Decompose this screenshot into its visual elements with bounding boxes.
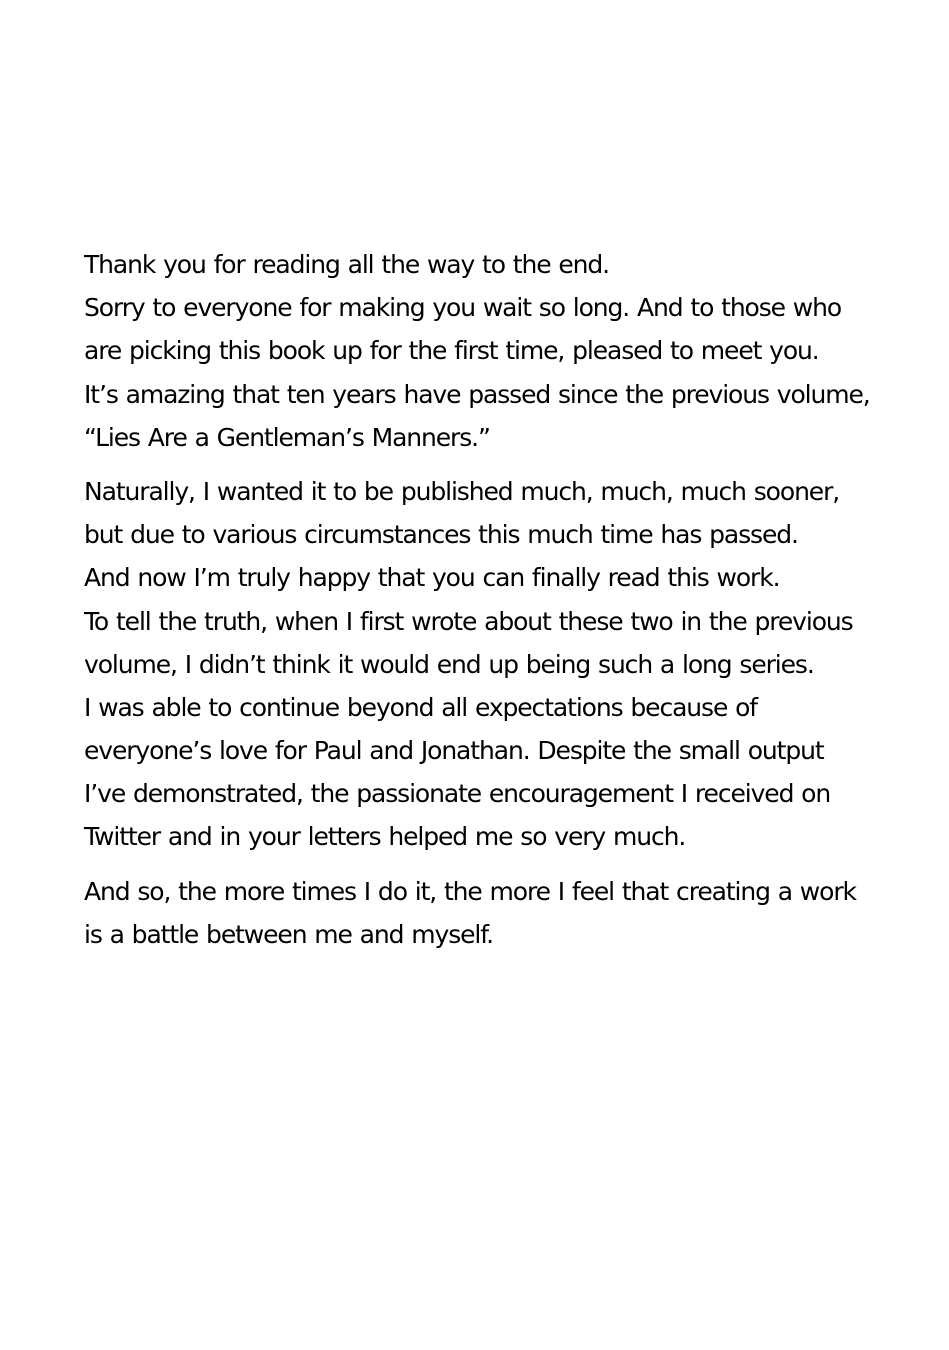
paragraph-2 <box>84 470 884 859</box>
text-line: volume, I didn’t think it would end up being such a long series. <box>84 649 814 679</box>
text-line: “Lies Are a Gentleman’s Manners.” <box>84 422 490 452</box>
text-line: Naturally, I wanted it to be published much, much, much sooner, <box>84 476 840 506</box>
text-line: but due to various circumstances this much time has passed. <box>84 520 798 550</box>
text-line: is a battle between me and myself. <box>84 919 493 949</box>
text-line: everyone’s love for Paul and Jonathan. Despite the small output <box>84 736 824 766</box>
text-line: I’ve demonstrated, the passionate encouragement I received on <box>84 779 831 809</box>
afterword-text <box>84 243 884 956</box>
text-line: Twitter and in your letters helped me so very much. <box>84 822 686 852</box>
text-line: To tell the truth, when I first wrote about these two in the previous <box>84 606 853 636</box>
paragraph-1 <box>84 243 884 459</box>
text-line: Thank you for reading all the way to the end. <box>84 250 610 279</box>
text-line: It’s amazing that ten years have passed since the previous volume, <box>84 379 870 409</box>
text-line: are picking this book up for the first time, pleased to meet you. <box>84 336 819 366</box>
text-line: And so, the more times I do it, the more I feel that creating a work <box>84 876 856 906</box>
paragraph-3 <box>84 870 884 956</box>
text-line: And now I’m truly happy that you can finally read this work. <box>84 563 780 593</box>
text-line: Sorry to everyone for making you wait so long. And to those who <box>84 293 842 323</box>
text-line: I was able to continue beyond all expectations because of <box>84 692 757 722</box>
